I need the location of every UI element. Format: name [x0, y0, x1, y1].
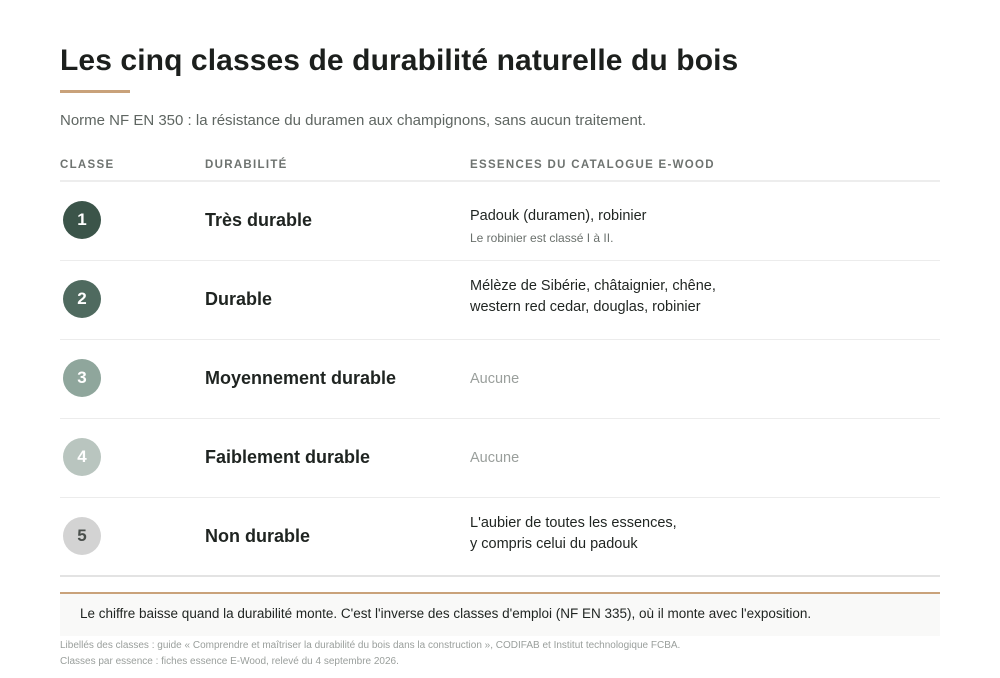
table-row — [60, 261, 940, 340]
sources — [60, 638, 680, 670]
durability-label: Durable — [205, 289, 273, 309]
title-underline — [60, 90, 130, 93]
header-durabilite: DURABILITÉ — [205, 159, 288, 171]
class-badge: 1 — [63, 201, 101, 239]
durability-label: Moyennement durable — [205, 368, 397, 388]
species-cell — [470, 206, 930, 249]
species-text: Padouk (duramen), robinier — [470, 208, 647, 224]
table-body — [60, 182, 940, 577]
page-title: Les cinq classes de durabilité naturelle du bois — [60, 44, 739, 77]
callout-note: Le chiffre baisse quand la durabilité monte. C'est l'inverse des classes d'emploi (NF EN 335), où il monte avec l'exposition. — [60, 592, 940, 636]
class-badge: 5 — [63, 517, 101, 555]
species-text-line-1: L'aubier de toutes les essences, — [470, 515, 677, 531]
species-cell — [470, 276, 930, 318]
class-badge: 2 — [63, 280, 101, 318]
durability-label: Non durable — [205, 526, 311, 546]
table-header — [60, 158, 940, 182]
class-badge: 3 — [63, 359, 101, 397]
class-badge: 4 — [63, 438, 101, 476]
durability-label: Très durable — [205, 210, 313, 230]
source-line: Classes par essence : fiches essence E-Wood, relevé du 4 septembre 2026. — [60, 656, 399, 667]
table-row — [60, 419, 940, 498]
species-text-line-2: western red cedar, douglas, robinier — [470, 299, 701, 315]
header-essences: ESSENCES DU CATALOGUE E-WOOD — [470, 159, 715, 171]
species-text-line-1: Mélèze de Sibérie, châtaignier, chêne, — [470, 278, 716, 294]
table-row — [60, 340, 940, 419]
species-cell — [470, 513, 930, 555]
source-line: Libellés des classes : guide « Comprendre et maîtriser la durabilité du bois dans la construction », CODIFAB et Institut technologique FCBA. — [60, 640, 681, 651]
table-row — [60, 498, 940, 577]
species-note: Le robinier est classé I à II. — [470, 231, 614, 245]
species-text: Aucune — [470, 450, 520, 466]
species-text-line-2: y compris celui du padouk — [470, 536, 638, 552]
table-row — [60, 182, 940, 261]
page-subtitle: Norme NF EN 350 : la résistance du duramen aux champignons, sans aucun traitement. — [60, 112, 647, 129]
header-classe: CLASSE — [60, 159, 115, 171]
durability-label: Faiblement durable — [205, 447, 371, 467]
species-text: Aucune — [470, 371, 520, 387]
